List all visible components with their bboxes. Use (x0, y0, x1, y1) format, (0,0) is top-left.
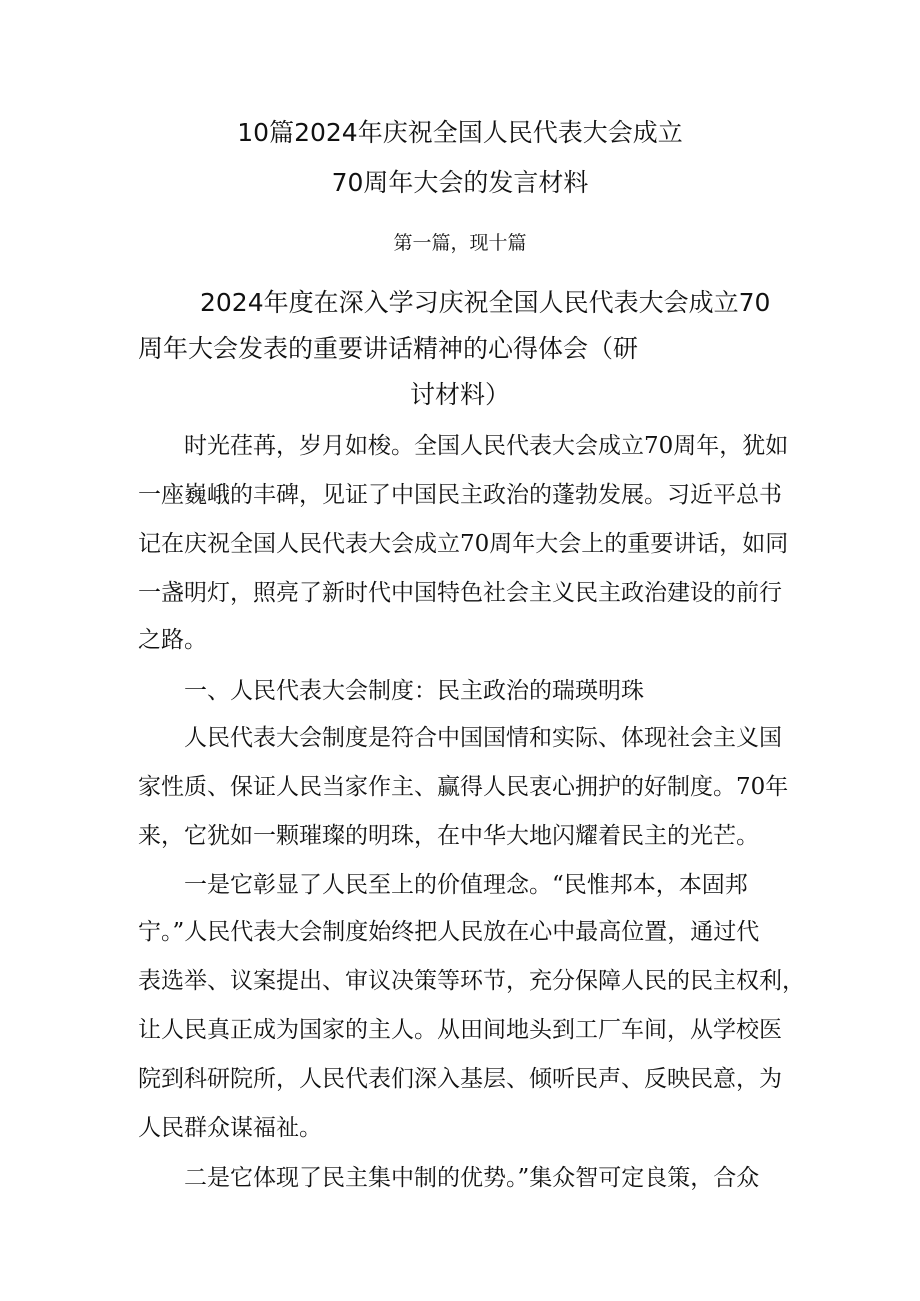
paragraph-1-line: 一盏明灯，照亮了新时代中国特色社会主义民主政治建设的前行 (138, 580, 782, 606)
paragraph-1-line: 之路。 (138, 627, 207, 653)
paragraph-2-line: 家性质、保证人民当家作主、赢得人民衷心拥护的好制度。70年 (138, 774, 789, 800)
paragraph-1-line: 一座巍峨的丰碑，见证了中国民主政治的蓬勃发展。习近平总书 (138, 482, 782, 508)
paragraph-3-line: 一是它彰显了人民至上的价值理念。“民惟邦本，本固邦 (184, 872, 748, 898)
paragraph-4-line: 二是它体现了民主集中制的优势。”集众智可定良策，合众 (184, 1165, 760, 1191)
paragraph-3-line: 让人民真正成为国家的主人。从田间地头到工厂车间，从学校医 (138, 1017, 782, 1043)
paragraph-1-line: 时光荏苒，岁月如梭。全国人民代表大会成立70周年，犹如 (184, 433, 789, 459)
paragraph-1-line: 记在庆祝全国人民代表大会成立70周年大会上的重要讲话，如同 (138, 531, 789, 557)
section-1-heading: 一、人民代表大会制度：民主政治的瑞瑛明珠 (184, 678, 644, 704)
paragraph-3-line: 人民群众谋福祉。 (138, 1115, 322, 1141)
document-title-line-2: 70周年大会的发言材料 (331, 168, 589, 197)
paragraph-3-line: 院到科研院所，人民代表们深入基层、倾听民声、反映民意，为 (138, 1066, 782, 1092)
document-title-line-1: 10篇2024年庆祝全国人民代表大会成立 (237, 118, 683, 147)
paragraph-2-line: 人民代表大会制度是符合中国国情和实际、体现社会主义国 (184, 725, 782, 751)
article-heading-line-2: 周年大会发表的重要讲话精神的心得体会（研 (138, 334, 639, 363)
paragraph-3-line: 表选举、议案提出、审议决策等环节，充分保障人民的民主权利， (138, 968, 805, 994)
article-heading-line-1: 2024年度在深入学习庆祝全国人民代表大会成立70 (200, 288, 771, 317)
paragraph-3-line: 宁。”人民代表大会制度始终把人民放在心中最高位置，通过代 (138, 919, 760, 945)
document-subtitle: 第一篇，现十篇 (393, 232, 527, 254)
paragraph-2-line: 来，它犹如一颗璀璨的明珠，在中华大地闪耀着民主的光芒。 (138, 823, 759, 849)
article-heading-line-3: 讨材料） (409, 380, 510, 409)
